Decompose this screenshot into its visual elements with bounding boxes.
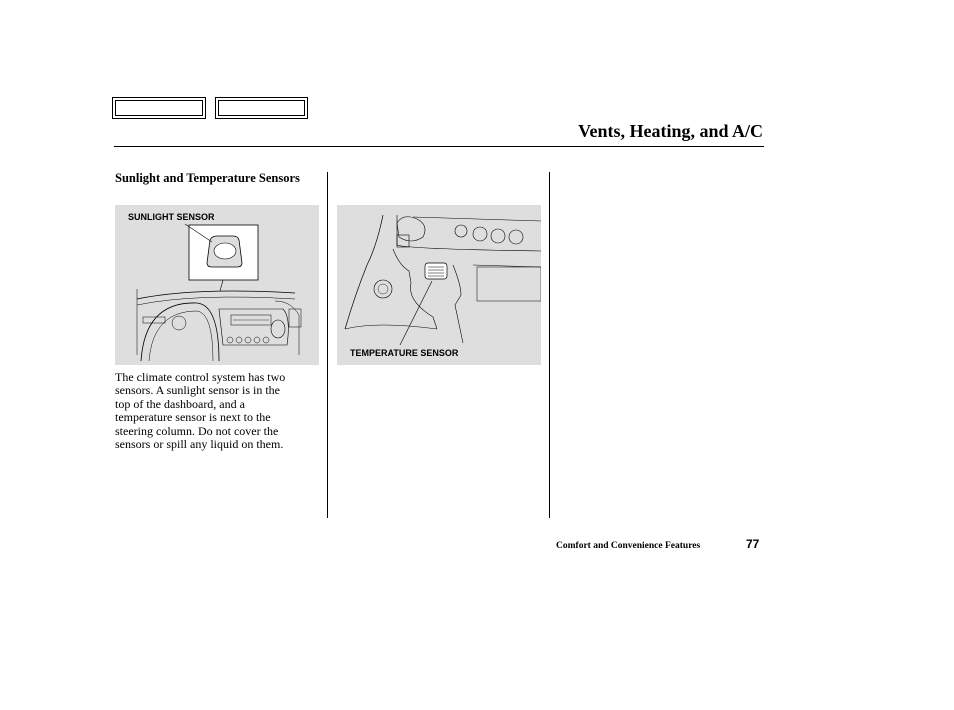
footer-section-title: Comfort and Convenience Features [556,541,701,551]
body-line: top of the dashboard, and a [115,396,245,411]
temperature-sensor-figure [337,205,541,365]
body-line: sensors or spill any liquid on them. [115,437,284,452]
next-page-button[interactable] [215,97,308,119]
page-title: Vents, Heating, and A/C [578,121,763,141]
body-paragraph [115,371,320,451]
body-line: sensors. A sunlight sensor is in the [115,383,281,398]
page-number: 77 [746,537,760,551]
title-divider [114,146,764,147]
column-divider [327,172,328,518]
steering-column-illustration [337,205,541,365]
body-line: The climate control system has two [115,370,286,384]
sunlight-sensor-label: SUNLIGHT SENSOR [128,212,215,222]
sunlight-sensor-figure [115,205,319,365]
temperature-sensor-label: TEMPERATURE SENSOR [350,348,459,358]
column-divider [549,172,550,518]
dashboard-illustration [115,205,319,365]
section-heading: Sunlight and Temperature Sensors [115,171,300,185]
body-line: steering column. Do not cover the [115,423,279,438]
previous-page-button[interactable] [112,97,206,119]
body-line: temperature sensor is next to the [115,410,271,425]
